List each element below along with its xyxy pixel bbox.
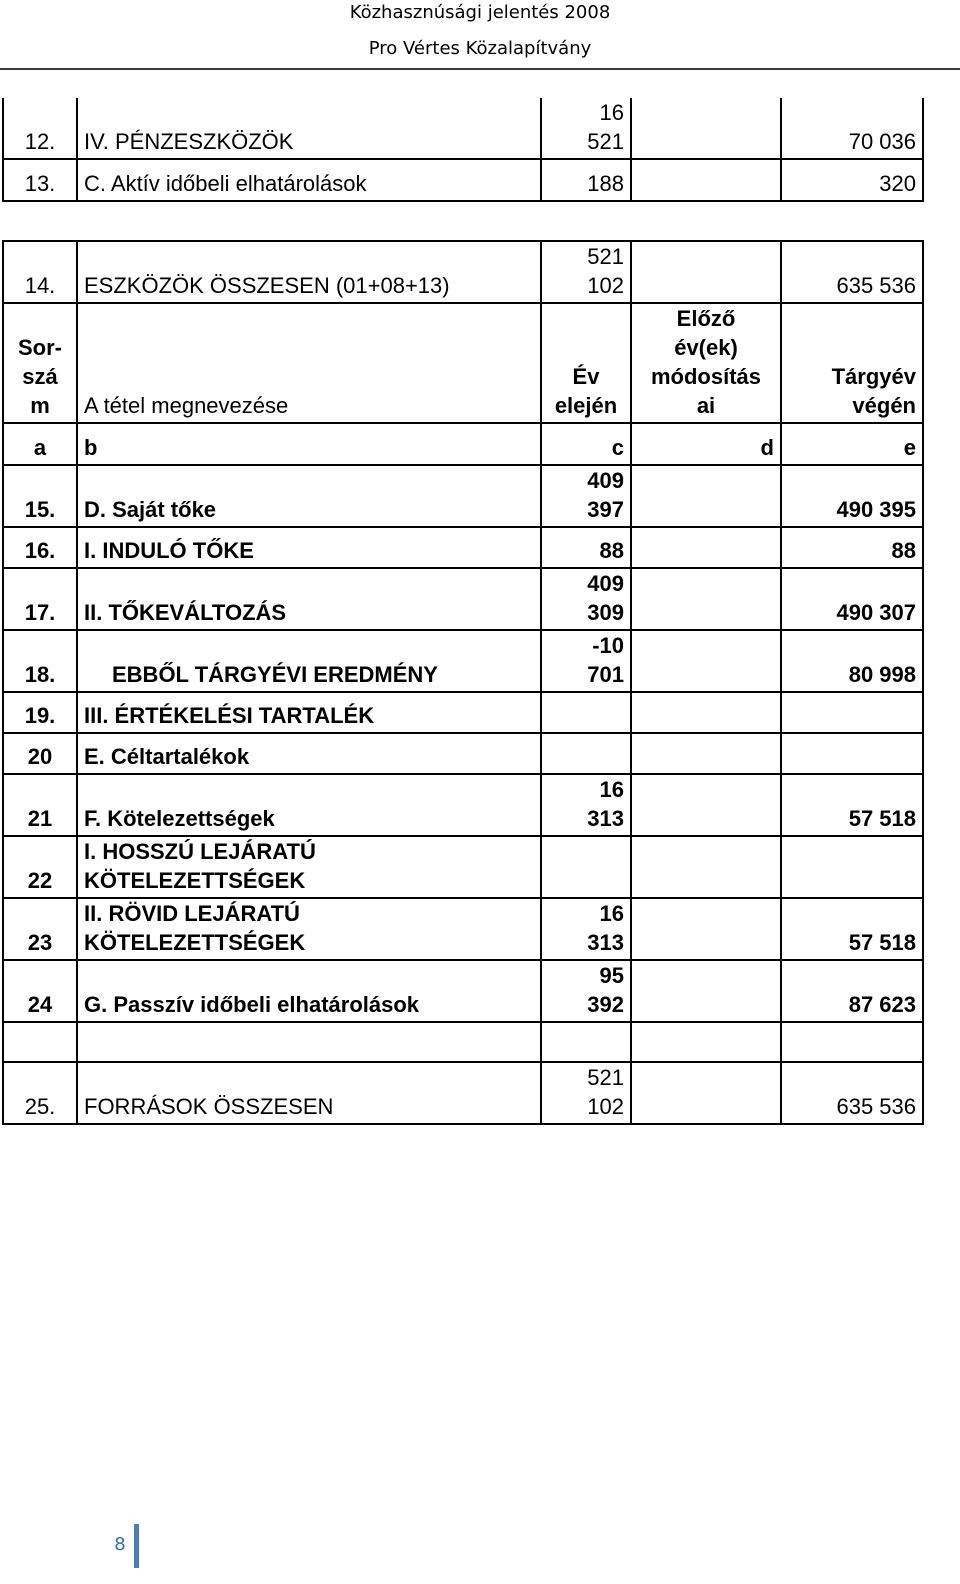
prior-year-adjustment [631,527,781,568]
table-row [3,527,923,568]
item-name: C. Aktív időbeli elhatárolások [77,159,541,201]
value-line: 409 309 [587,571,624,625]
end-of-year-value: 88 [781,527,923,568]
end-of-year-value: 490 395 [781,465,923,527]
row-number: 18. [3,630,77,692]
end-of-year-value: 57 518 [781,898,923,960]
value-line: 16 313 [587,777,624,831]
item-name [77,836,541,898]
end-of-year-value: 490 307 [781,568,923,630]
header-item-name: A tétel megnevezése [77,303,541,423]
item-name: F. Kötelezettségek [77,774,541,836]
row-number: 23 [3,898,77,960]
end-of-year-value: 87 623 [781,960,923,1022]
header-end-of-year [781,303,923,423]
end-of-year-value [781,733,923,774]
row-number: 12. [3,98,77,159]
letter-a: a [3,423,77,465]
page-number: 8 [114,1534,126,1555]
header-text: Év elején [554,364,618,418]
item-name: I. INDULÓ TŐKE [77,527,541,568]
prior-year-adjustment [631,1062,781,1124]
table-row [3,98,923,159]
start-of-year-value [541,630,631,692]
start-of-year-value [541,568,631,630]
empty-cell [781,1022,923,1062]
header-row-number [3,303,77,423]
letter-c: c [541,423,631,465]
header-text: Sor- szá m [18,335,62,418]
letter-e: e [781,423,923,465]
item-name: IV. PÉNZESZKÖZÖK [77,98,541,159]
item-name [77,898,541,960]
table-row [3,774,923,836]
empty-cell [3,1022,77,1062]
letter-b: b [77,423,541,465]
row-number: 20 [3,733,77,774]
table-row [3,159,923,201]
start-of-year-value [541,1062,631,1124]
prior-year-adjustment [631,630,781,692]
row-number: 24 [3,960,77,1022]
empty-cell [77,1022,541,1062]
assets-table-tail [2,98,924,202]
table-row [3,733,923,774]
table-row [3,898,923,960]
row-number: 22 [3,836,77,898]
value-line: 521 102 [587,244,624,298]
table-row [3,465,923,527]
spacer-row [3,1022,923,1062]
start-of-year-value [541,774,631,836]
table-row [3,568,923,630]
prior-year-adjustment [631,98,781,159]
start-of-year-value [541,733,631,774]
item-name: ESZKÖZÖK ÖSSZESEN (01+08+13) [77,241,541,303]
item-name: III. ÉRTÉKELÉSI TARTALÉK [77,692,541,733]
start-of-year-value: 188 [541,159,631,201]
header-prior-year-adjustment [631,303,781,423]
end-of-year-value: 635 536 [781,241,923,303]
end-of-year-value: 635 536 [781,1062,923,1124]
prior-year-adjustment [631,898,781,960]
organization-name: Pro Vértes Közalapítvány [368,38,592,59]
header-text: Tárgyév végén [831,364,916,418]
end-of-year-value: 70 036 [781,98,923,159]
prior-year-adjustment [631,774,781,836]
prior-year-adjustment [631,159,781,201]
start-of-year-value [541,898,631,960]
item-name: D. Saját tőke [77,465,541,527]
start-of-year-value: 88 [541,527,631,568]
value-line: 16 521 [587,100,624,154]
value-line: -10 701 [587,633,624,687]
prior-year-adjustment [631,692,781,733]
prior-year-adjustment [631,568,781,630]
item-name: FORRÁSOK ÖSSZESEN [77,1062,541,1124]
letter-d: d [631,423,781,465]
item-name-text: II. RÖVID LEJÁRATÚ KÖTELEZETTSÉGEK [84,901,306,955]
column-letter-row [3,423,923,465]
header-start-of-year [541,303,631,423]
start-of-year-value [541,836,631,898]
empty-cell [541,1022,631,1062]
item-name: E. Céltartalékok [77,733,541,774]
total-assets-row [3,241,923,303]
start-of-year-value [541,960,631,1022]
row-number: 25. [3,1062,77,1124]
balance-sheet-table [2,240,924,1125]
prior-year-adjustment [631,465,781,527]
item-name: G. Passzív időbeli elhatárolások [77,960,541,1022]
row-number: 14. [3,241,77,303]
row-number: 17. [3,568,77,630]
end-of-year-value: 320 [781,159,923,201]
start-of-year-value [541,98,631,159]
table-row [3,692,923,733]
row-number: 16. [3,527,77,568]
total-sources-row [3,1062,923,1124]
prior-year-adjustment [631,960,781,1022]
end-of-year-value [781,692,923,733]
value-line: 409 397 [587,468,624,522]
end-of-year-value [781,836,923,898]
value-line: 16 313 [587,901,624,955]
table-row [3,630,923,692]
prior-year-adjustment [631,733,781,774]
table-row [3,960,923,1022]
page-number-bar [134,1524,139,1568]
value-line: 521 102 [587,1065,624,1119]
value-line: 95 392 [587,963,624,1017]
table-row [3,836,923,898]
row-number: 21 [3,774,77,836]
item-name: II. TŐKEVÁLTOZÁS [77,568,541,630]
item-name-text: I. HOSSZÚ LEJÁRATÚ KÖTELEZETTSÉGEK [84,839,316,893]
prior-year-adjustment [631,836,781,898]
end-of-year-value: 80 998 [781,630,923,692]
header-text: Előző év(ek) módosítás ai [650,306,762,418]
start-of-year-value [541,692,631,733]
start-of-year-value [541,241,631,303]
row-number: 13. [3,159,77,201]
empty-cell [631,1022,781,1062]
report-title: Közhasznúsági jelentés 2008 [349,2,611,23]
row-number: 15. [3,465,77,527]
item-name: EBBŐL TÁRGYÉVI EREDMÉNY [77,630,541,692]
end-of-year-value: 57 518 [781,774,923,836]
row-number: 19. [3,692,77,733]
start-of-year-value [541,465,631,527]
column-header-row [3,303,923,423]
prior-year-adjustment [631,241,781,303]
header-divider [0,68,960,70]
